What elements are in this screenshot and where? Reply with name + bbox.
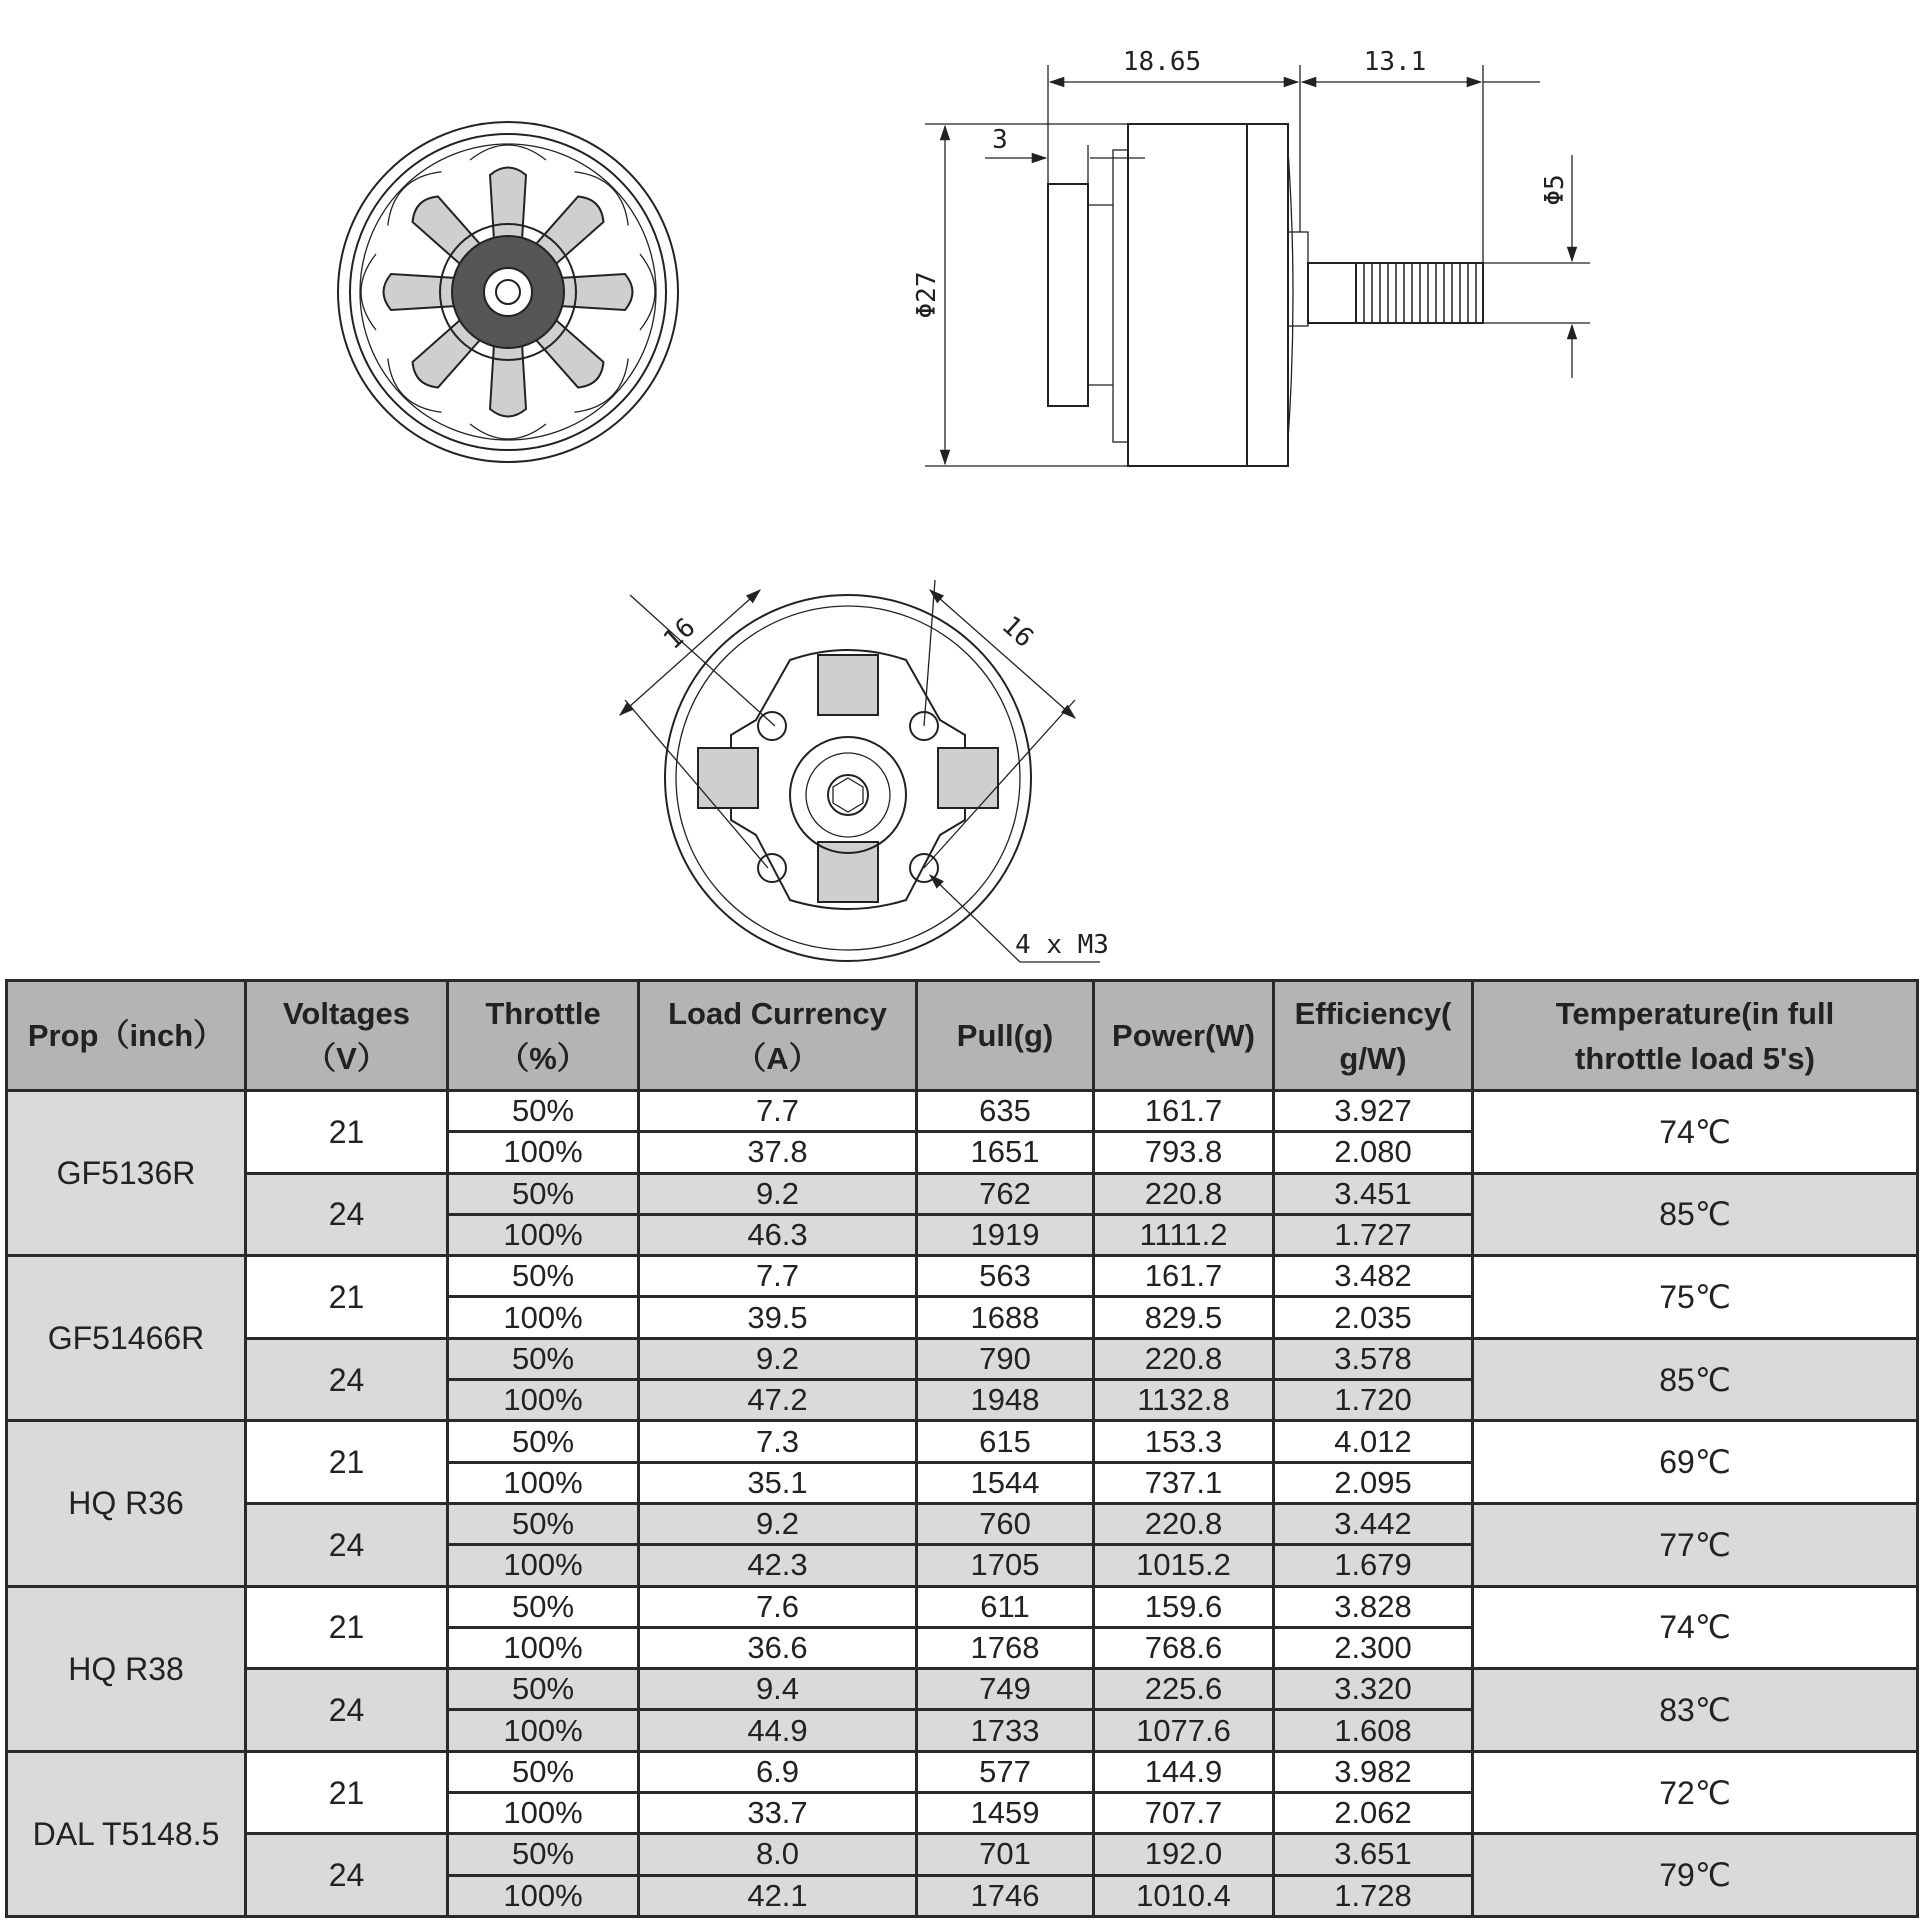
pull-cell: 563: [917, 1256, 1094, 1297]
current-cell: 9.2: [639, 1173, 917, 1214]
throttle-cell: 100%: [448, 1627, 639, 1668]
dim-diameter-5: Φ5: [1540, 174, 1570, 206]
voltage-cell: 21: [246, 1256, 448, 1339]
power-cell: 768.6: [1094, 1627, 1274, 1668]
efficiency-cell: 2.080: [1274, 1132, 1473, 1173]
throttle-cell: 50%: [448, 1091, 639, 1132]
voltage-cell: 24: [246, 1503, 448, 1586]
current-cell: 9.2: [639, 1338, 917, 1379]
power-cell: 1132.8: [1094, 1380, 1274, 1421]
dim-3: 3: [992, 125, 1008, 155]
table-row: [7, 1834, 1918, 1875]
temperature-cell: 74℃: [1473, 1091, 1918, 1174]
current-cell: 37.8: [639, 1132, 917, 1173]
temperature-cell: 79℃: [1473, 1834, 1918, 1917]
efficiency-cell: 3.578: [1274, 1338, 1473, 1379]
throttle-cell: 100%: [448, 1710, 639, 1751]
voltage-cell: 24: [246, 1834, 448, 1917]
power-cell: 737.1: [1094, 1462, 1274, 1503]
throttle-cell: 50%: [448, 1586, 639, 1627]
pull-cell: 749: [917, 1669, 1094, 1710]
pull-cell: 1746: [917, 1875, 1094, 1916]
current-cell: 47.2: [639, 1380, 917, 1421]
current-cell: 46.3: [639, 1214, 917, 1255]
efficiency-cell: 3.927: [1274, 1091, 1473, 1132]
header-temperature: Temperature(in full throttle load 5's): [1473, 981, 1918, 1091]
motor-bottom-view: [620, 580, 1109, 962]
efficiency-cell: 3.451: [1274, 1173, 1473, 1214]
pull-cell: 1459: [917, 1793, 1094, 1834]
current-cell: 36.6: [639, 1627, 917, 1668]
temperature-cell: 74℃: [1473, 1586, 1918, 1669]
voltage-cell: 24: [246, 1338, 448, 1421]
table-row: [7, 1091, 1918, 1132]
current-cell: 7.6: [639, 1586, 917, 1627]
efficiency-cell: 3.442: [1274, 1503, 1473, 1544]
header-prop: Prop（inch）: [7, 981, 246, 1091]
prop-name: GF51466R: [7, 1256, 246, 1421]
dim-18-65: 18.65: [1122, 47, 1202, 77]
power-cell: 225.6: [1094, 1669, 1274, 1710]
efficiency-cell: 1.728: [1274, 1875, 1473, 1916]
power-cell: 793.8: [1094, 1132, 1274, 1173]
throttle-cell: 50%: [448, 1503, 639, 1544]
throttle-cell: 50%: [448, 1338, 639, 1379]
efficiency-cell: 1.720: [1274, 1380, 1473, 1421]
throttle-cell: 50%: [448, 1421, 639, 1462]
table-row: [7, 1751, 1918, 1792]
throttle-cell: 100%: [448, 1380, 639, 1421]
table-row: [7, 1669, 1918, 1710]
power-cell: 220.8: [1094, 1173, 1274, 1214]
prop-name: GF5136R: [7, 1091, 246, 1256]
performance-table: [5, 979, 1919, 1918]
header-efficiency: Efficiency( g/W): [1274, 981, 1473, 1091]
power-cell: 220.8: [1094, 1503, 1274, 1544]
current-cell: 7.7: [639, 1256, 917, 1297]
efficiency-cell: 3.828: [1274, 1586, 1473, 1627]
screw-label: 4 x M3: [1015, 930, 1109, 960]
power-cell: 192.0: [1094, 1834, 1274, 1875]
voltage-cell: 21: [246, 1751, 448, 1834]
current-cell: 42.1: [639, 1875, 917, 1916]
current-cell: 7.7: [639, 1091, 917, 1132]
table-header-row: [7, 981, 1918, 1091]
temperature-cell: 77℃: [1473, 1503, 1918, 1586]
power-cell: 1010.4: [1094, 1875, 1274, 1916]
throttle-cell: 50%: [448, 1173, 639, 1214]
current-cell: 35.1: [639, 1462, 917, 1503]
current-cell: 39.5: [639, 1297, 917, 1338]
power-cell: 1015.2: [1094, 1545, 1274, 1586]
pull-cell: 701: [917, 1834, 1094, 1875]
current-cell: 33.7: [639, 1793, 917, 1834]
throttle-cell: 50%: [448, 1256, 639, 1297]
pull-cell: 1768: [917, 1627, 1094, 1668]
header-voltages: Voltages （V）: [246, 981, 448, 1091]
motor-top-view: [338, 122, 678, 462]
pull-cell: 1733: [917, 1710, 1094, 1751]
efficiency-cell: 3.320: [1274, 1669, 1473, 1710]
pull-cell: 577: [917, 1751, 1094, 1792]
power-cell: 144.9: [1094, 1751, 1274, 1792]
pull-cell: 1651: [917, 1132, 1094, 1173]
power-cell: 159.6: [1094, 1586, 1274, 1627]
efficiency-cell: 1.608: [1274, 1710, 1473, 1751]
power-cell: 153.3: [1094, 1421, 1274, 1462]
current-cell: 9.4: [639, 1669, 917, 1710]
temperature-cell: 75℃: [1473, 1256, 1918, 1339]
header-throttle: Throttle （%）: [448, 981, 639, 1091]
voltage-cell: 21: [246, 1586, 448, 1669]
throttle-cell: 100%: [448, 1793, 639, 1834]
voltage-cell: 24: [246, 1669, 448, 1752]
efficiency-cell: 2.095: [1274, 1462, 1473, 1503]
efficiency-cell: 4.012: [1274, 1421, 1473, 1462]
motor-side-view: [912, 47, 1590, 466]
pull-cell: 1919: [917, 1214, 1094, 1255]
pull-cell: 1705: [917, 1545, 1094, 1586]
power-cell: 161.7: [1094, 1091, 1274, 1132]
current-cell: 9.2: [639, 1503, 917, 1544]
pull-cell: 615: [917, 1421, 1094, 1462]
efficiency-cell: 1.727: [1274, 1214, 1473, 1255]
throttle-cell: 50%: [448, 1751, 639, 1792]
throttle-cell: 100%: [448, 1462, 639, 1503]
dim-16-left: 16: [657, 612, 702, 656]
efficiency-cell: 3.482: [1274, 1256, 1473, 1297]
pull-cell: 635: [917, 1091, 1094, 1132]
dim-13-1: 13.1: [1363, 47, 1427, 77]
header-load-currency: Load Currency （A）: [639, 981, 917, 1091]
power-cell: 1077.6: [1094, 1710, 1274, 1751]
table-row: [7, 1421, 1918, 1462]
current-cell: 6.9: [639, 1751, 917, 1792]
dim-diameter-27: Φ27: [912, 271, 942, 319]
efficiency-cell: 1.679: [1274, 1545, 1473, 1586]
throttle-cell: 100%: [448, 1132, 639, 1173]
voltage-cell: 24: [246, 1173, 448, 1256]
header-power: Power(W): [1094, 981, 1274, 1091]
pull-cell: 611: [917, 1586, 1094, 1627]
pull-cell: 790: [917, 1338, 1094, 1379]
dim-16-right: 16: [995, 610, 1040, 654]
throttle-cell: 100%: [448, 1297, 639, 1338]
throttle-cell: 100%: [448, 1214, 639, 1255]
current-cell: 7.3: [639, 1421, 917, 1462]
temperature-cell: 85℃: [1473, 1338, 1918, 1421]
throttle-cell: 100%: [448, 1545, 639, 1586]
throttle-cell: 50%: [448, 1834, 639, 1875]
efficiency-cell: 2.300: [1274, 1627, 1473, 1668]
pull-cell: 1544: [917, 1462, 1094, 1503]
table-row: [7, 1586, 1918, 1627]
temperature-cell: 72℃: [1473, 1751, 1918, 1834]
power-cell: 1111.2: [1094, 1214, 1274, 1255]
efficiency-cell: 2.035: [1274, 1297, 1473, 1338]
pull-cell: 1948: [917, 1380, 1094, 1421]
pull-cell: 1688: [917, 1297, 1094, 1338]
power-cell: 707.7: [1094, 1793, 1274, 1834]
temperature-cell: 85℃: [1473, 1173, 1918, 1256]
prop-name: HQ R36: [7, 1421, 246, 1586]
power-cell: 220.8: [1094, 1338, 1274, 1379]
table-row: [7, 1173, 1918, 1214]
current-cell: 8.0: [639, 1834, 917, 1875]
current-cell: 44.9: [639, 1710, 917, 1751]
efficiency-cell: 2.062: [1274, 1793, 1473, 1834]
temperature-cell: 69℃: [1473, 1421, 1918, 1504]
prop-name: DAL T5148.5: [7, 1751, 246, 1916]
efficiency-cell: 3.651: [1274, 1834, 1473, 1875]
table-row: [7, 1338, 1918, 1379]
efficiency-cell: 3.982: [1274, 1751, 1473, 1792]
pull-cell: 760: [917, 1503, 1094, 1544]
prop-name: HQ R38: [7, 1586, 246, 1751]
current-cell: 42.3: [639, 1545, 917, 1586]
table-row: [7, 1503, 1918, 1544]
throttle-cell: 50%: [448, 1669, 639, 1710]
temperature-cell: 83℃: [1473, 1669, 1918, 1752]
table-row: [7, 1256, 1918, 1297]
header-pull: Pull(g): [917, 981, 1094, 1091]
voltage-cell: 21: [246, 1421, 448, 1504]
pull-cell: 762: [917, 1173, 1094, 1214]
throttle-cell: 100%: [448, 1875, 639, 1916]
power-cell: 829.5: [1094, 1297, 1274, 1338]
power-cell: 161.7: [1094, 1256, 1274, 1297]
voltage-cell: 21: [246, 1091, 448, 1174]
